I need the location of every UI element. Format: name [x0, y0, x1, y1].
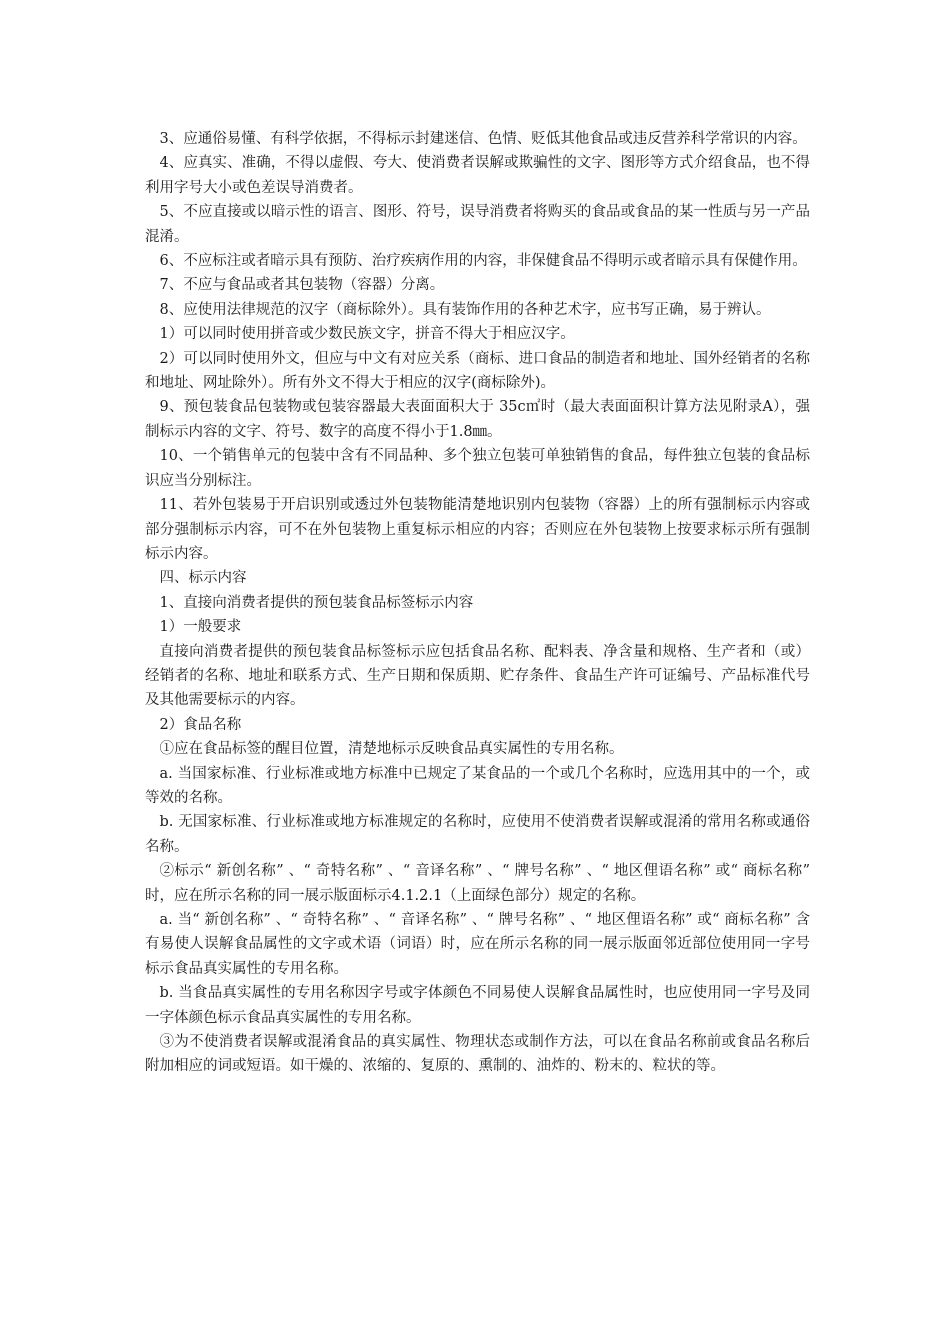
- paragraph-rule-8: 8、应使用法律规范的汉字（商标除外）。具有装饰作用的各种艺术字，应书写正确，易于辨认。: [159, 301, 771, 318]
- paragraph-rule-6: 6、不应标注或者暗示具有预防、治疗疾病作用的内容，非保健食品不得明示或者暗示具有保健作用。: [159, 253, 807, 270]
- paragraph-rule-9: 9、预包装食品包装物或包装容器最大表面面积大于 35c㎡时（最大表面面积计算方法见附录A），强制标示内容的文字、符号、数字的高度不得小于1.8㎜。: [145, 399, 810, 440]
- paragraph-rule-11: 11、若外包装易于开启识别或透过外包装物能清楚地识别内包装物（容器）上的所有强制标示内容或部分强制标示内容，可不在外包装物上重复标示相应的内容；否则应在外包装物上按要求标示所有强制标示内容。: [145, 497, 810, 562]
- paragraph-food-name-1a: a. 当国家标准、行业标准或地方标准中已规定了某食品的一个或几个名称时，应选用其中的一个，或等效的名称。: [145, 765, 810, 806]
- paragraph-food-name-3: ③为不使消费者误解或混淆食品的真实属性、物理状态或制作方法，可以在食品名称前或食品名称后附加相应的词或短语。如干燥的、浓缩的、复原的、熏制的、油炸的、粉末的、粒状的等。: [145, 1034, 810, 1075]
- paragraph-general-requirements: 直接向消费者提供的预包装食品标签标示应包括食品名称、配料表、净含量和规格、生产者和（或） 经销者的名称、地址和联系方式、生产日期和保质期、贮存条件、食品生产许可证编号、产品标准代号及其他需要标示的内容。: [145, 643, 810, 709]
- paragraph-rule-8-item-1: 1）可以同时使用拼音或少数民族文字，拼音不得大于相应汉字。: [159, 326, 575, 343]
- paragraph-food-name-2a: a. 当“ 新创名称” 、“ 奇特名称” 、“ 音译名称” 、“ 牌号名称” 、“ 地区俚语名称” 或“ 商标名称” 含有易使人误解食品属性的文字或术语（词语）时，应在所示名称的同一展示版面邻近部位使用同一字号标示食品真实属性的专用名称。: [145, 912, 810, 977]
- document-body: [145, 127, 810, 1079]
- paragraph-rule-3: 3、应通俗易懂、有科学依据，不得标示封建迷信、色情、贬低其他食品或违反营养科学常识的内容。: [159, 131, 807, 147]
- paragraph-food-name-2b: b. 当食品真实属性的专用名称因字号或字体颜色不同易使人误解食品属性时，也应使用同一字号及同一字体颜色标示食品真实属性的专用名称。: [145, 985, 810, 1026]
- paragraph-food-name-2: ②标示“ 新创名称” 、“ 奇特名称” 、“ 音译名称” 、“ 牌号名称” 、“ 地区俚语名称” 或“ 商标名称” 时，应在所示名称的同一展示版面标示4.1.2.1（上面绿色部分）规定的名称。: [145, 863, 810, 904]
- item-heading-food-name: 2）食品名称: [159, 716, 242, 733]
- paragraph-rule-10: 10、一个销售单元的包装中含有不同品种、多个独立包装可单独销售的食品，每件独立包装的食品标识应当分别标注。: [145, 448, 810, 489]
- section-heading-4: 四、标示内容: [159, 570, 247, 587]
- paragraph-rule-8-item-2: 2）可以同时使用外文，但应与中文有对应关系（商标、进口食品的制造者和地址、国外经销者的名称和地址、网址除外）。所有外文不得大于相应的汉字(商标除外)。: [145, 350, 810, 392]
- paragraph-food-name-1: ①应在食品标签的醒目位置，清楚地标示反映食品真实属性的专用名称。: [159, 741, 624, 758]
- paragraph-rule-7: 7、不应与食品或者其包装物（容器）分离。: [159, 277, 445, 294]
- paragraph-rule-4: 4、应真实、准确，不得以虚假、夸大、使消费者误解或欺骗性的文字、图形等方式介绍食品，也不得利用字号大小或色差误导消费者。: [145, 155, 810, 196]
- item-heading-general: 1）一般要求: [159, 619, 242, 636]
- paragraph-rule-5: 5、不应直接或以暗示性的语言、图形、符号，误导消费者将购买的食品或食品的某一性质与另一产品混淆。: [145, 204, 810, 245]
- subsection-heading-1: 1、直接向消费者提供的预包装食品标签标示内容: [159, 594, 474, 611]
- paragraph-food-name-1b: b. 无国家标准、行业标准或地方标准规定的名称时，应使用不使消费者误解或混淆的常用名称或通俗名称。: [145, 814, 810, 855]
